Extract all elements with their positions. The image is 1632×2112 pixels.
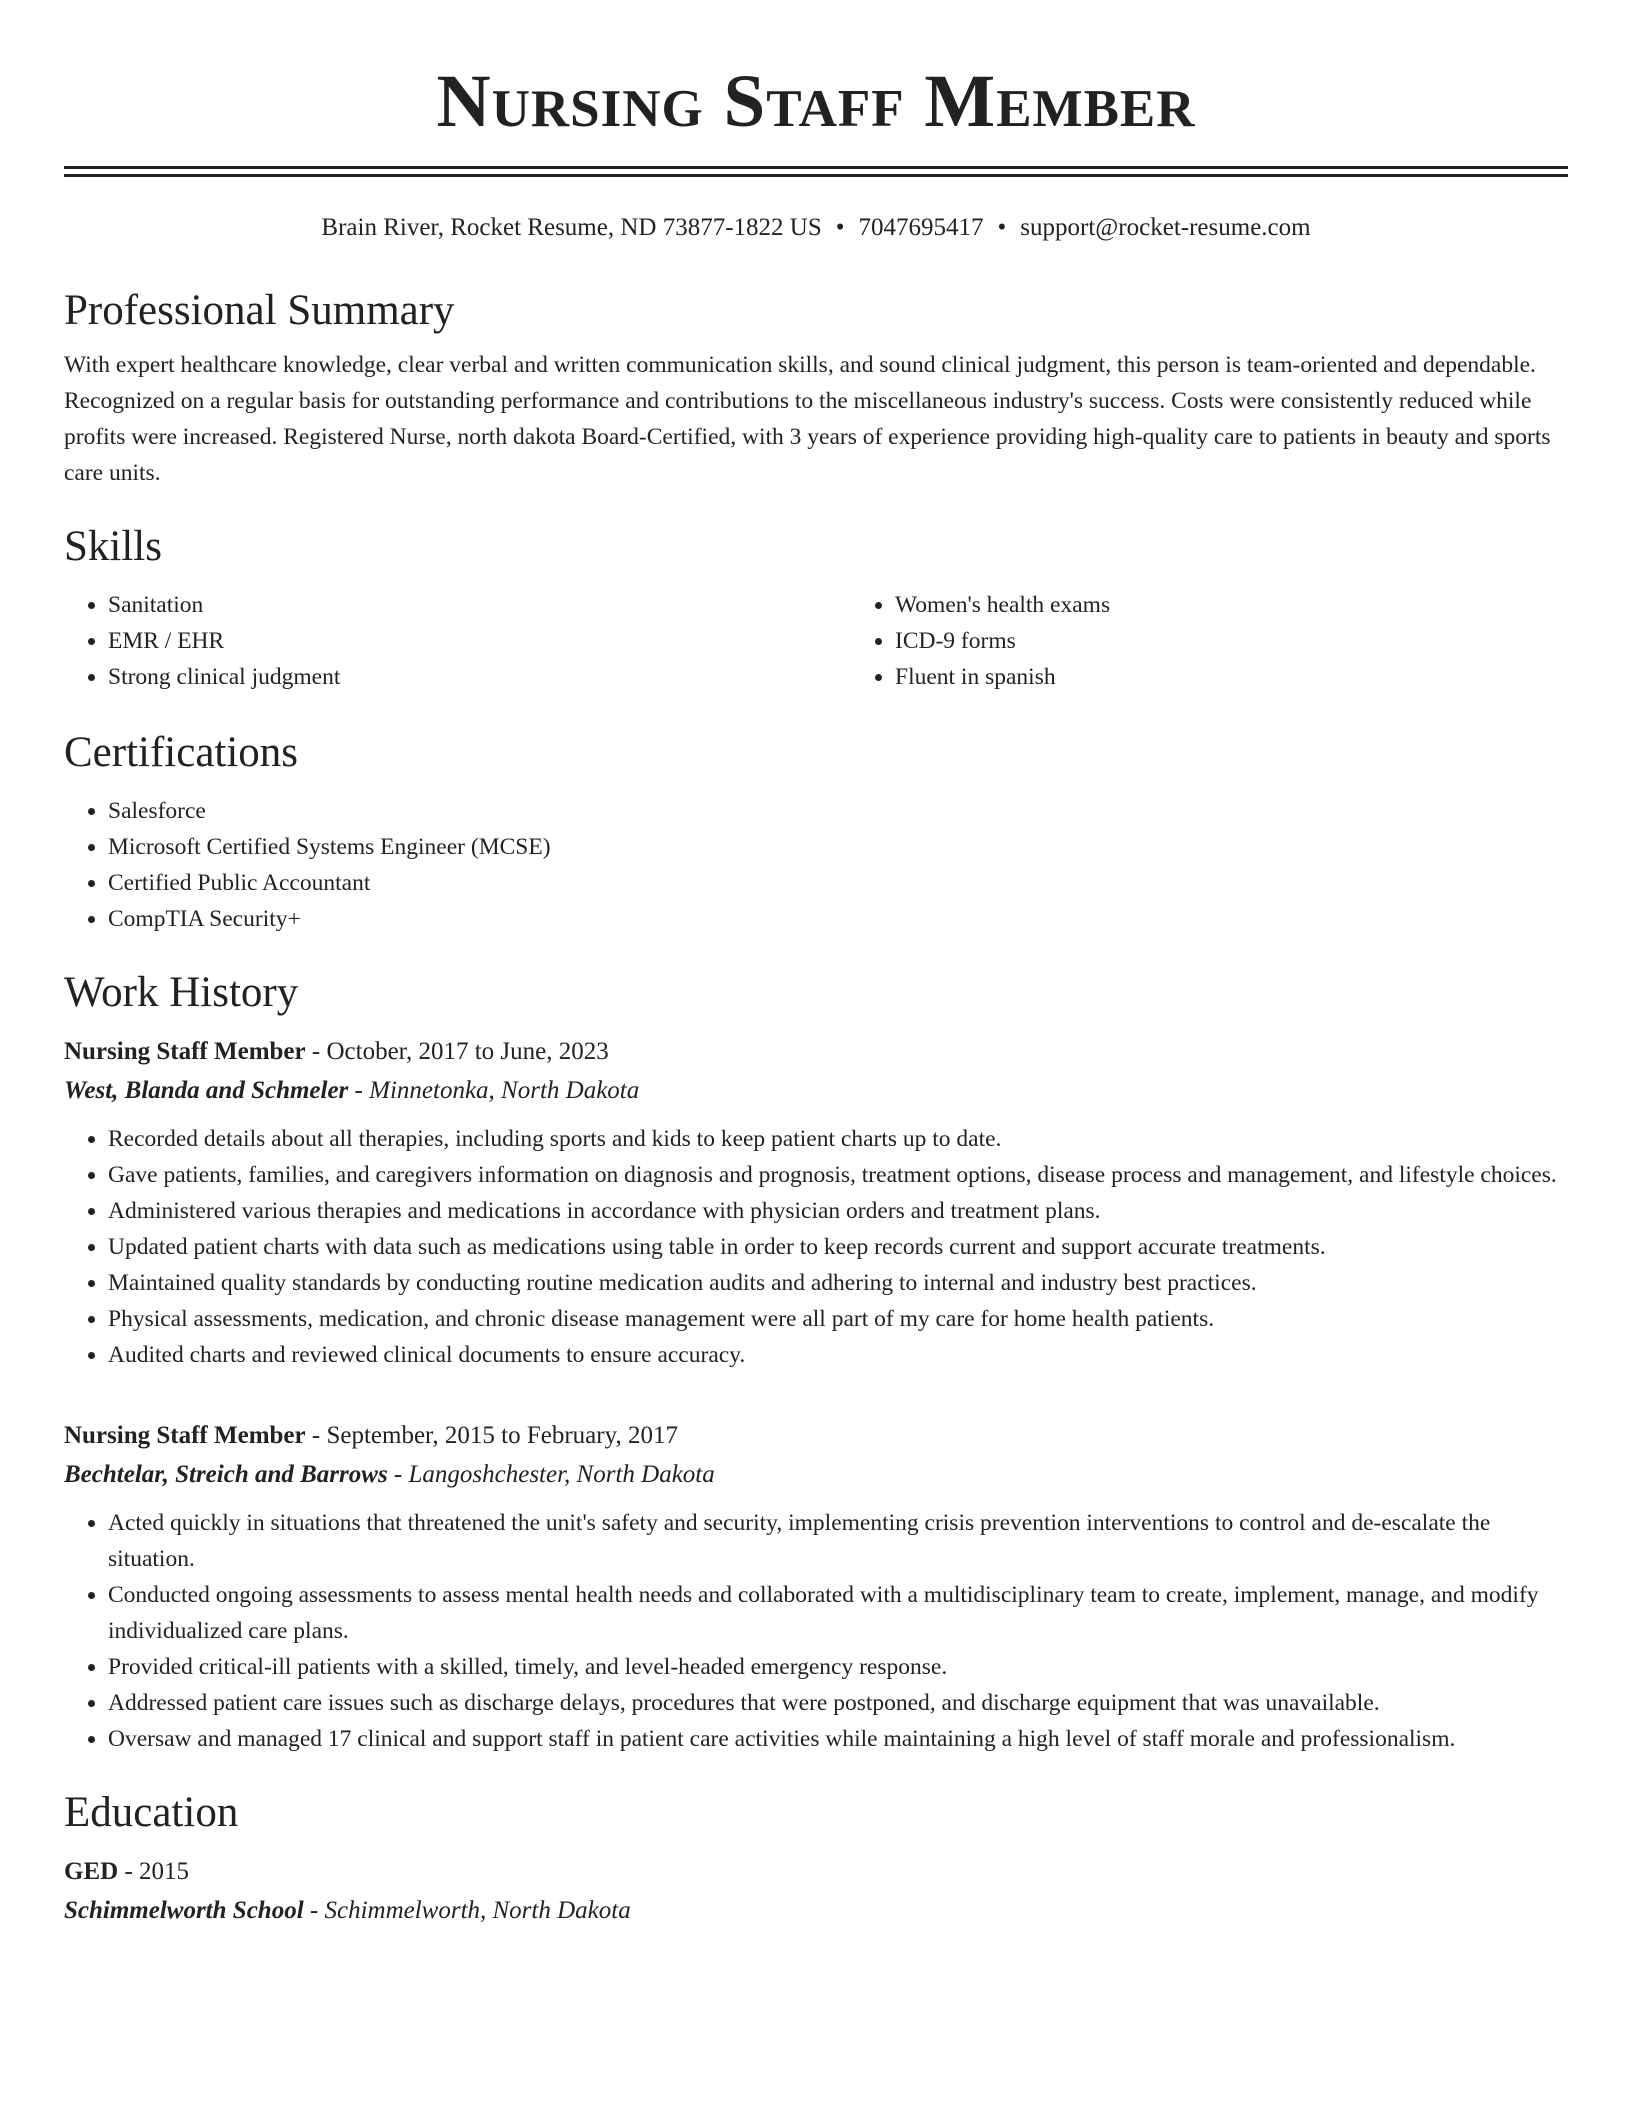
job-title-line: Nursing Staff Member - October, 2017 to June, 2023 xyxy=(64,1038,609,1065)
education-degree: GED xyxy=(64,1858,119,1885)
certification-item: • Salesforce xyxy=(108,793,1568,829)
job-entry xyxy=(64,1417,1568,1757)
summary-heading: Professional Summary xyxy=(64,287,455,334)
education-heading: Education xyxy=(64,1789,239,1836)
education-year: 2015 xyxy=(139,1858,190,1885)
job-company-line: Bechtelar, Streich and Barrows - Langoshchester, North Dakota xyxy=(64,1461,715,1488)
skill-item: • EMR / EHR xyxy=(108,623,851,659)
job-location: Langoshchester, North Dakota xyxy=(408,1461,715,1488)
skills-columns xyxy=(64,587,1568,695)
skill-item: • ICD-9 forms xyxy=(895,623,1632,659)
skills-list-left xyxy=(64,587,851,695)
education-degree-line: GED - 2015 xyxy=(64,1858,190,1885)
job-dates: September, 2015 to February, 2017 xyxy=(326,1422,678,1449)
education-school-line: Schimmelworth School - Schimmelworth, North Dakota xyxy=(64,1897,631,1924)
education-entry xyxy=(64,1853,1568,1931)
education-location: Schimmelworth, North Dakota xyxy=(324,1897,631,1924)
certification-item: • Microsoft Certified Systems Engineer (MCSE) xyxy=(108,829,1568,865)
job-bullet: • Updated patient charts with data such as medications using table in order to keep records current and support accurate treatments. xyxy=(108,1229,1568,1265)
skill-item: • Fluent in spanish xyxy=(895,659,1632,695)
job-role: Nursing Staff Member xyxy=(64,1038,306,1065)
job-bullets xyxy=(64,1121,1568,1373)
certification-item: • Certified Public Accountant xyxy=(108,865,1568,901)
job-dates: October, 2017 to June, 2023 xyxy=(326,1038,609,1065)
job-title-line: Nursing Staff Member - September, 2015 to February, 2017 xyxy=(64,1422,678,1449)
job-entry xyxy=(64,1033,1568,1373)
job-bullet: • Gave patients, families, and caregivers information on diagnosis and prognosis, treatment options, disease process and management, and lifestyle choices. xyxy=(108,1157,1568,1193)
skill-item: • Strong clinical judgment xyxy=(108,659,851,695)
contact-address: Brain River, Rocket Resume, ND 73877-1822 US xyxy=(321,214,822,241)
skills-list-right xyxy=(851,587,1632,695)
job-company-line: West, Blanda and Schmeler - Minnetonka, North Dakota xyxy=(64,1077,640,1104)
job-bullet: • Acted quickly in situations that threatened the unit's safety and security, implementing crisis prevention interventions to control and de-escalate the situation. xyxy=(108,1505,1568,1577)
certifications-heading: Certifications xyxy=(64,729,299,776)
job-role: Nursing Staff Member xyxy=(64,1422,306,1449)
resume-name-title: Nursing Staff Member xyxy=(436,60,1196,143)
job-bullet: • Addressed patient care issues such as discharge delays, procedures that were postponed, and discharge equipment that was unavailable. xyxy=(108,1685,1568,1721)
title-double-rule xyxy=(64,166,1568,177)
job-bullet: • Physical assessments, medication, and chronic disease management were all part of my care for home health patients. xyxy=(108,1301,1568,1337)
contact-email: support@rocket-resume.com xyxy=(1020,214,1311,241)
job-company: Bechtelar, Streich and Barrows xyxy=(64,1461,388,1488)
job-bullet: • Provided critical-ill patients with a skilled, timely, and level-headed emergency response. xyxy=(108,1649,1568,1685)
job-bullet: • Maintained quality standards by conducting routine medication audits and adhering to internal and industry best practices. xyxy=(108,1265,1568,1301)
contact-line xyxy=(64,211,1568,245)
certification-item: • CompTIA Security+ xyxy=(108,901,1568,937)
education-school: Schimmelworth School xyxy=(64,1897,304,1924)
job-company: West, Blanda and Schmeler xyxy=(64,1077,349,1104)
job-bullet: • Conducted ongoing assessments to assess mental health needs and collaborated with a multidisciplinary team to create, implement, manage, and modify individualized care plans. xyxy=(108,1577,1568,1649)
job-bullet: • Administered various therapies and medications in accordance with physician orders and treatment plans. xyxy=(108,1193,1568,1229)
job-location: Minnetonka, North Dakota xyxy=(369,1077,640,1104)
skills-heading: Skills xyxy=(64,523,162,570)
summary-text: With expert healthcare knowledge, clear verbal and written communication skills, and sound clinical judgment, this person is team-oriented and dependable. Recognized on a regular basis for outstanding performance and contributions to the miscellaneous industry's success. Costs were consistently reduced while profits were increased. Registered Nurse, north dakota Board-Certified, with 3 years of experience providing high-quality care to patients in beauty and sports care units. xyxy=(64,352,1551,486)
skill-item: • Sanitation xyxy=(108,587,851,623)
job-bullets xyxy=(64,1505,1568,1757)
job-bullet: • Recorded details about all therapies, including sports and kids to keep patient charts up to date. xyxy=(108,1121,1568,1157)
certifications-list xyxy=(64,793,1568,937)
job-bullet: • Audited charts and reviewed clinical documents to ensure accuracy. xyxy=(108,1337,1568,1373)
skill-item: • Women's health exams xyxy=(895,587,1632,623)
contact-phone: 7047695417 xyxy=(858,214,984,241)
contact-separator: • xyxy=(997,214,1007,241)
work-history-heading: Work History xyxy=(64,969,299,1016)
contact-separator: • xyxy=(835,214,845,241)
job-bullet: • Oversaw and managed 17 clinical and support staff in patient care activities while maintaining a high level of staff morale and professionalism. xyxy=(108,1721,1568,1757)
